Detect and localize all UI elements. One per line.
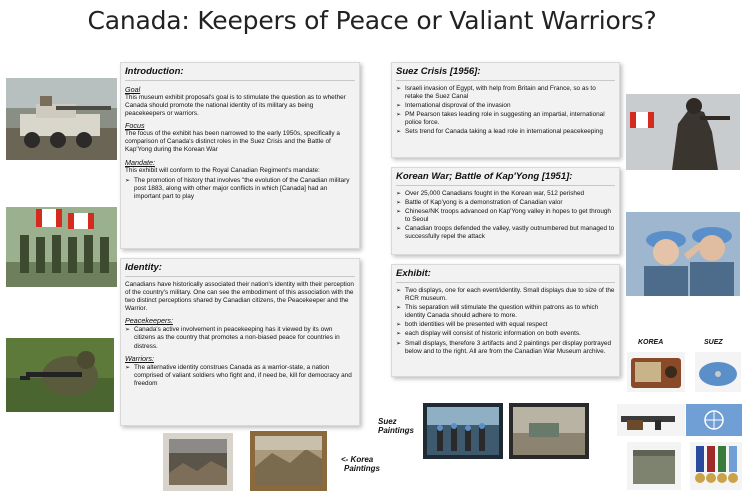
suez-heading: Suez Crisis [1956]: (396, 66, 615, 81)
introduction-panel (120, 62, 360, 249)
mandate-text: This exhibit will conform to the Royal Canadian Regiment's mandate: (125, 166, 320, 174)
korea-ammo-box-artifact (627, 442, 681, 490)
korea-painting-1 (163, 433, 233, 491)
focus-heading: Focus (125, 121, 145, 131)
suez-beret-artifact (695, 352, 741, 392)
korea-heading: Korean War; Battle of Kap'Yong [1951]: (396, 171, 615, 186)
focus-text: The focus of the exhibit has been narrowed to the early 1950s, specifically a comparison of Canada's distinct roles in the Suez Crisis and the Battle of Kap'Yong during the Korean War (125, 130, 340, 154)
korea-rifle-artifact (617, 404, 685, 436)
goal-text: This museum exhibit proposal's goal is to stimulate the question as to whether Canada should promote the national identity of its military as being peacekeepers or warriors. (125, 94, 346, 118)
suez-label: SUEZ (704, 339, 723, 346)
suez-painting-2 (509, 403, 589, 459)
suez-paintings-word: Suez Paintings (378, 417, 415, 435)
warriors-bullet: ➢ The alternative identity construes Canada as a warrior-state, a nation comprised of valiant soldiers who fight and, if need be, kill for democracy and freedom (125, 364, 355, 388)
korea-radio-artifact (627, 352, 685, 392)
warriors-heading: Warriors: (125, 353, 155, 363)
parade-soldiers-photo (6, 207, 117, 287)
suez-paintings-caption (378, 417, 423, 435)
mandate-bullet: ➢ The promotion of history that involves "the evolution of the Canadian military post 1883, along with other major conflicts in which [Canada] had an important part to play (125, 177, 355, 201)
suez-bullet: ➢ Sets trend for Canada taking a lead role in international peacekeeping (396, 128, 615, 136)
mandate-heading: Mandate: (125, 157, 155, 167)
exhibit-bullet: ➢ each display will consist of historic information on both events. (396, 330, 615, 338)
korea-label: KOREA (638, 339, 664, 346)
mandate-list (125, 177, 355, 201)
suez-bullet: ➢ PM Pearson takes leading role in suggesting an impartial, international police force. (396, 111, 615, 127)
korea-list (396, 190, 615, 242)
identity-panel (120, 258, 360, 426)
korea-bullet: ➢ Battle of Kap'yong is a demonstration of Canadian valor (396, 199, 615, 207)
suez-list (396, 85, 615, 137)
veterans-salute-photo (626, 212, 740, 296)
korea-paintings-arrow-text: <- Korea (341, 455, 374, 464)
exhibit-list (396, 287, 615, 356)
suez-un-flag-artifact (686, 404, 742, 436)
exhibit-panel (391, 264, 620, 377)
tank-photo (6, 78, 117, 160)
peacekeepers-heading: Peacekeepers: (125, 316, 173, 326)
identity-intro-text: Canadians have historically associated their nation's identity with their perception of the country's military. One can see the embodiment of this association with the two distinct perceptions shared by Canadian citizens, the Peacekeeper and the Warrior. (125, 281, 354, 313)
korea-painting-2 (250, 431, 327, 491)
korea-paintings-caption (341, 455, 401, 473)
korea-bullet: ➢ Chinese/NK troops advanced on Kap'Yong valley in hopes to get through to Seoul (396, 208, 615, 224)
exhibit-bullet: ➢ Small displays, therefore 3 artifacts and 2 paintings per display portrayed below and to the right. All are from the Canadian War Museum archive. (396, 340, 615, 356)
suez-panel (391, 62, 620, 158)
exhibit-bullet: ➢ both identities will be presented with equal respect (396, 321, 615, 329)
warriors-list (125, 364, 355, 388)
peacekeepers-bullet: ➢ Canada's active involvement in peacekeeping has it viewed by its own citizens as the country that promotes a non-biased peace for countries in distress. (125, 326, 355, 350)
exhibit-bullet: ➢ Two displays, one for each event/identity. Small displays due to size of the RCR museum. (396, 287, 615, 303)
goal-heading: Goal (125, 85, 141, 94)
peacekeeper-statue-photo (626, 94, 740, 170)
page-title: Canada: Keepers of Peace or Valiant Warriors? (87, 6, 657, 35)
korea-bullet: ➢ Over 25,000 Canadians fought in the Korean war, 512 perished (396, 190, 615, 198)
suez-bullet: ➢ International disproval of the invasion (396, 102, 615, 110)
suez-painting-1 (423, 403, 503, 459)
soldier-rifle-photo (6, 338, 114, 412)
introduction-heading: Introduction: (125, 66, 355, 81)
exhibit-bullet: ➢ This separation will stimulate the question within patrons as to which identity Canada should adhere to more. (396, 304, 615, 320)
suez-bullet: ➢ Israeli invasion of Egypt, with help from Britain and France, so as to retake the Suez Canal (396, 85, 615, 101)
korea-bullet: ➢ Canadian troops defended the valley, vastly outnumbered but managed to successfully repel the attack (396, 225, 615, 241)
identity-heading: Identity: (125, 262, 355, 277)
korea-paintings-word: Paintings (344, 464, 381, 473)
suez-medals-artifact (690, 442, 742, 490)
exhibit-heading: Exhibit: (396, 268, 615, 283)
peacekeepers-list (125, 326, 355, 350)
korea-panel (391, 167, 620, 255)
